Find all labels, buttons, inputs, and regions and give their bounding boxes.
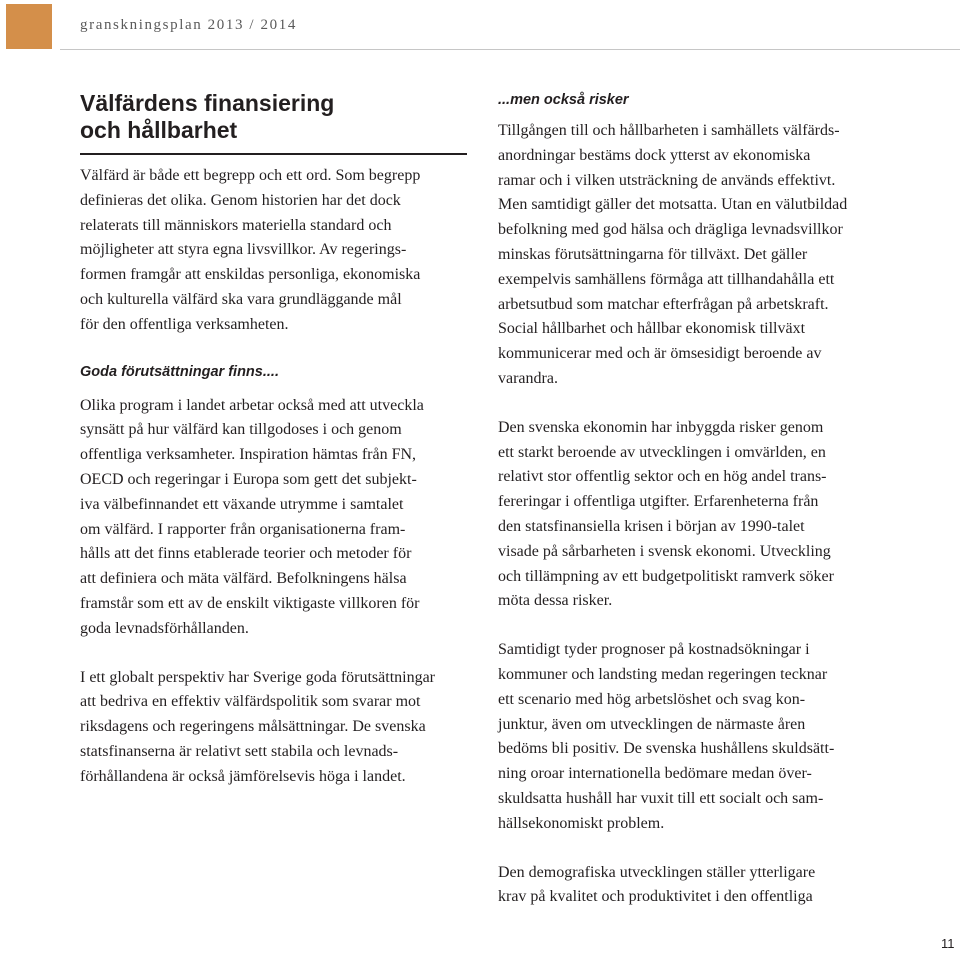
text-line: och tillämpning av ett budgetpolitiskt ramverk söker bbox=[498, 567, 834, 585]
text-line: kommuner och landsting medan regeringen tecknar bbox=[498, 665, 828, 683]
text-line: och kulturella välfärd ska vara grundläggande mål bbox=[80, 290, 402, 308]
text-line: OECD och regeringar i Europa som gett det subjekt- bbox=[80, 470, 417, 488]
text-line: formen framgår att enskildas personliga, ekonomiska bbox=[80, 266, 421, 284]
text-line: ett scenario med hög arbetslöshet och svag kon- bbox=[498, 690, 806, 708]
text-line: offentliga verksamheter. Inspiration hämtas från FN, bbox=[80, 446, 417, 464]
text-line: riksdagens och regeringens målsättningar. De svenska bbox=[80, 718, 426, 736]
text-line: exempelvis samhällens förmåga att tillhandahålla ett bbox=[498, 270, 835, 288]
text-line: I ett globalt perspektiv har Sverige goda förutsättningar bbox=[80, 668, 436, 686]
header-accent-square bbox=[6, 4, 52, 49]
header-divider bbox=[60, 49, 960, 50]
text-line: hålls att det finns etablerade teorier och metoder för bbox=[80, 545, 412, 563]
page-number: 11 bbox=[941, 936, 955, 951]
text-line: att definiera och mäta välfärd. Befolkningens hälsa bbox=[80, 570, 407, 588]
article-title bbox=[80, 90, 472, 144]
article-title-line-2: och hållbarhet bbox=[80, 117, 238, 143]
text-line: förhållandena är också jämförelsevis höga i landet. bbox=[80, 767, 406, 785]
text-line: relativt stor offentlig sektor och en hög andel trans- bbox=[498, 468, 827, 486]
text-line: relaterats till människors materiella standard och bbox=[80, 216, 392, 234]
left-paragraph-2 bbox=[80, 394, 472, 642]
text-line: befolkning med god hälsa och drägliga levnadsvillkor bbox=[498, 221, 843, 239]
text-line: goda levnadsförhållanden. bbox=[80, 619, 249, 637]
text-line: om välfärd. I rapporter från organisationerna fram- bbox=[80, 520, 406, 538]
right-paragraph-1 bbox=[498, 119, 928, 392]
text-line: krav på kvalitet och produktivitet i den offentliga bbox=[498, 888, 813, 906]
text-line: iva välbefinnandet ett växande utrymme i samtalet bbox=[80, 495, 404, 513]
text-line: synsätt på hur välfärd kan tillgodoses i och genom bbox=[80, 421, 402, 439]
text-line: ning oroar internationella bedömare medan över- bbox=[498, 765, 812, 783]
text-line: framstår som ett av de enskilt viktigaste villkoren för bbox=[80, 594, 420, 612]
right-subheading: ...men också risker bbox=[498, 92, 629, 108]
text-line: statsfinanserna är relativt sett stabila och levnads- bbox=[80, 742, 399, 760]
text-line: Välfärd är både ett begrepp och ett ord. Som begrepp bbox=[80, 167, 421, 184]
text-line: den statsfinansiella krisen i början av 1990-talet bbox=[498, 517, 805, 535]
text-line: junktur, även om utvecklingen de närmaste åren bbox=[498, 715, 806, 733]
right-column bbox=[498, 90, 928, 934]
text-line: arbetsutbud som matchar efterfrågan på arbetskraft. bbox=[498, 295, 829, 313]
left-paragraph-3 bbox=[80, 666, 472, 790]
left-subheading: Goda förutsättningar finns.... bbox=[80, 363, 279, 380]
text-line: Den demografiska utvecklingen ställer ytterligare bbox=[498, 863, 816, 881]
text-line: möjligheter att styra egna livsvillkor. Av regerings- bbox=[80, 241, 407, 259]
text-line: Den svenska ekonomin har inbyggda risker genom bbox=[498, 418, 824, 436]
text-line: Tillgången till och hållbarheten i samhällets välfärds- bbox=[498, 122, 840, 139]
text-line: ett starkt beroende av utvecklingen i omvärlden, en bbox=[498, 443, 826, 461]
text-line: hällsekonomiskt problem. bbox=[498, 814, 665, 832]
text-line: varandra. bbox=[498, 369, 558, 387]
text-line: Social hållbarhet och hållbar ekonomisk tillväxt bbox=[498, 320, 806, 338]
running-header: granskningsplan 2013 / 2014 bbox=[80, 17, 297, 33]
text-line: Olika program i landet arbetar också med att utveckla bbox=[80, 396, 424, 414]
text-line: anordningar bestäms dock ytterst av ekonomiska bbox=[498, 146, 811, 164]
text-line: fereringar i offentliga utgifter. Erfarenheterna från bbox=[498, 493, 819, 511]
text-line: kommunicerar med och är ömsesidigt beroende av bbox=[498, 345, 822, 363]
text-line: Men samtidigt gäller det motsatta. Utan en välutbildad bbox=[498, 196, 848, 214]
left-column bbox=[80, 90, 472, 814]
text-line: minskas förutsättningarna för tillväxt. Det gäller bbox=[498, 245, 808, 263]
text-line: Samtidigt tyder prognoser på kostnadsökningar i bbox=[498, 641, 810, 659]
title-rule bbox=[80, 153, 467, 155]
left-paragraph-1 bbox=[80, 164, 472, 338]
text-line: möta dessa risker. bbox=[498, 592, 613, 610]
article-title-line-1: Välfärdens finansiering bbox=[80, 90, 335, 116]
text-line: skuldsatta hushåll har vuxit till ett socialt och sam- bbox=[498, 789, 824, 807]
right-paragraph-4 bbox=[498, 861, 928, 911]
text-line: att bedriva en effektiv välfärdspolitik som svarar mot bbox=[80, 693, 421, 711]
text-line: visade på sårbarheten i svensk ekonomi. Utveckling bbox=[498, 542, 831, 560]
text-line: ramar och i vilken utsträckning de används effektivt. bbox=[498, 171, 836, 189]
text-line: bedöms bli positiv. De svenska hushållens skuldsätt- bbox=[498, 740, 835, 758]
right-paragraph-3 bbox=[498, 638, 928, 836]
right-paragraph-2 bbox=[498, 416, 928, 614]
text-line: för den offentliga verksamheten. bbox=[80, 315, 289, 333]
text-line: definieras det olika. Genom historien har det dock bbox=[80, 191, 401, 209]
